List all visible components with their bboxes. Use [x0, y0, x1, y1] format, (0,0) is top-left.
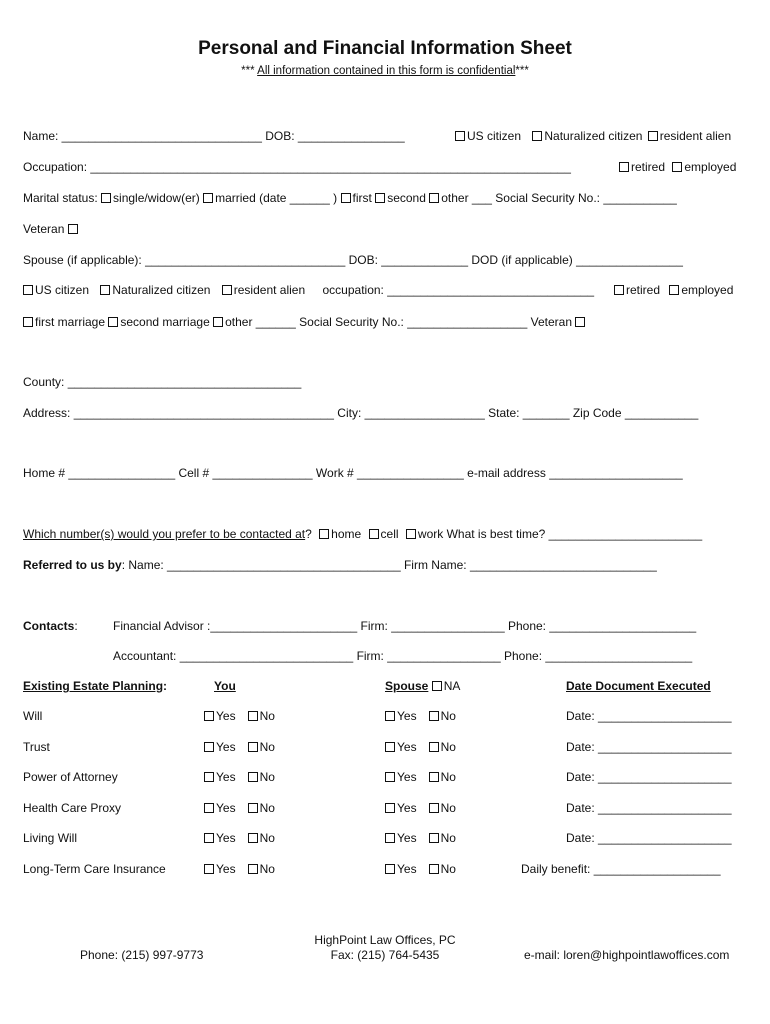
second-checkbox[interactable] [375, 193, 385, 203]
phones-field[interactable]: Home # ________________ Cell # _______________ Work # ________________ e-mail address ____________________ [23, 466, 683, 480]
phones-row [23, 466, 683, 480]
estate-row-label: Long-Term Care Insurance [23, 862, 166, 876]
estate-header: Existing Estate Planning: [23, 679, 168, 693]
estate-date-field[interactable]: Date: ____________________ [566, 831, 732, 845]
estate-date-field[interactable]: Date: ____________________ [566, 770, 732, 784]
us-citizen-checkbox[interactable] [455, 131, 465, 141]
spouse-occupation-field[interactable]: occupation: _______________________________ [322, 283, 595, 297]
you-no-checkbox[interactable] [248, 864, 258, 874]
home-pref-checkbox[interactable] [319, 529, 329, 539]
footer-phone: Phone: (215) 997-9773 [80, 948, 204, 962]
spouse-yes-checkbox[interactable] [385, 833, 395, 843]
advisor-field[interactable]: Financial Advisor :______________________ Firm: _________________ Phone: ______________________ [113, 619, 697, 633]
veteran-checkbox[interactable] [68, 224, 78, 234]
estate-row-label: Power of Attorney [23, 770, 118, 784]
spouse-yes-checkbox[interactable] [385, 864, 395, 874]
estate-row-date [521, 862, 721, 876]
second-marriage-checkbox[interactable] [108, 317, 118, 327]
spouse-naturalized-checkbox[interactable] [100, 285, 110, 295]
you-no-checkbox[interactable] [248, 803, 258, 813]
spouse-resident-alien-checkbox[interactable] [222, 285, 232, 295]
veteran-row: Veteran [23, 222, 80, 236]
estate-row-label: Living Will [23, 831, 78, 845]
footer-firm: HighPoint Law Offices, PC [314, 933, 456, 947]
spouse-yes-checkbox[interactable] [385, 803, 395, 813]
spouse-no-checkbox[interactable] [429, 803, 439, 813]
county-row [23, 375, 301, 389]
confidential-note: *** All information contained in this form is confidential*** [241, 65, 529, 77]
occupation-field[interactable]: Occupation: ________________________________________________________________________ [23, 160, 571, 174]
you-yes-checkbox[interactable] [204, 711, 214, 721]
estate-row-you: Yes No [204, 801, 275, 815]
estate-row-label: Health Care Proxy [23, 801, 122, 815]
estate-row-you: Yes No [204, 709, 275, 723]
referred-field[interactable]: : Name: ___________________________________ Firm Name: ____________________________ [121, 558, 657, 572]
first-marriage-checkbox[interactable] [23, 317, 33, 327]
address-row [23, 406, 698, 420]
name-dob-field[interactable]: Name: ______________________________ DOB: ________________ [23, 129, 405, 143]
spouse-employed-checkbox[interactable] [669, 285, 679, 295]
estate-date-field[interactable]: Date: ____________________ [566, 740, 732, 754]
spouse-header: Spouse NA [385, 679, 461, 693]
name-row [23, 129, 405, 143]
estate-row-you: Yes No [204, 862, 275, 876]
you-yes-checkbox[interactable] [204, 772, 214, 782]
estate-date-field[interactable]: Date: ____________________ [566, 801, 732, 815]
retired-checkbox[interactable] [619, 162, 629, 172]
you-yes-checkbox[interactable] [204, 864, 214, 874]
spouse-other-checkbox[interactable] [213, 317, 223, 327]
you-no-checkbox[interactable] [248, 772, 258, 782]
estate-row-date [566, 770, 732, 784]
date-executed-header: Date Document Executed [566, 679, 711, 693]
page-title: Personal and Financial Information Sheet [198, 38, 572, 59]
employed-checkbox[interactable] [672, 162, 682, 172]
accountant-row [113, 649, 692, 663]
spouse-field[interactable]: Spouse (if applicable): ______________________________ DOB: _____________ DOD (if applicable) ________________ [23, 253, 683, 267]
spouse-citizenship-row: US citizen Naturalized citizen resident alien occupation: _______________________________ [23, 283, 594, 297]
referred-row: Referred to us by: Name: ___________________________________ Firm Name: ____________________________ [23, 558, 657, 572]
spouse-veteran-checkbox[interactable] [575, 317, 585, 327]
estate-row-you: Yes No [204, 831, 275, 845]
occupation-row [23, 160, 571, 174]
address-field[interactable]: Address: _______________________________________ City: __________________ State: _______ Zip Code ___________ [23, 406, 699, 420]
spouse-no-checkbox[interactable] [429, 711, 439, 721]
estate-row-label: Will [23, 709, 43, 723]
estate-row-you: Yes No [204, 770, 275, 784]
estate-row-date [566, 801, 732, 815]
spouse-retired-checkbox[interactable] [614, 285, 624, 295]
spouse-us-citizen-checkbox[interactable] [23, 285, 33, 295]
spouse-na-checkbox[interactable] [432, 681, 442, 691]
best-time-field[interactable]: What is best time? _______________________ [446, 527, 703, 541]
work-status-options: retired employed [619, 160, 736, 174]
estate-row-label: Trust [23, 740, 50, 754]
spouse-yes-checkbox[interactable] [385, 742, 395, 752]
marital-row: Marital status: single/widow(er) married (date ______ ) first second other ___ Social Security No.: ___________ [23, 191, 677, 205]
you-header: You [214, 679, 236, 693]
citizenship-options: US citizen Naturalized citizen resident alien [455, 129, 731, 143]
single-checkbox[interactable] [101, 193, 111, 203]
cell-pref-checkbox[interactable] [369, 529, 379, 539]
spouse-yes-checkbox[interactable] [385, 711, 395, 721]
estate-row-spouse: Yes No [385, 801, 456, 815]
married-checkbox[interactable] [203, 193, 213, 203]
footer-fax: Fax: (215) 764-5435 [330, 948, 440, 962]
you-yes-checkbox[interactable] [204, 833, 214, 843]
estate-row-date [566, 740, 732, 754]
accountant-field[interactable]: Accountant: __________________________ Firm: _________________ Phone: ______________________ [113, 649, 693, 663]
spouse-yes-checkbox[interactable] [385, 772, 395, 782]
county-field[interactable]: County: ___________________________________ [23, 375, 302, 389]
you-no-checkbox[interactable] [248, 833, 258, 843]
work-pref-checkbox[interactable] [406, 529, 416, 539]
estate-row-spouse: Yes No [385, 770, 456, 784]
spouse-no-checkbox[interactable] [429, 742, 439, 752]
estate-row-date [566, 709, 732, 723]
estate-date-field[interactable]: Daily benefit: ___________________ [521, 862, 721, 876]
estate-row-date [566, 831, 732, 845]
spouse-no-checkbox[interactable] [429, 833, 439, 843]
spouse-row [23, 253, 683, 267]
spouse-work-status-options: retired employed [614, 283, 733, 297]
contacts-label: Contacts: [23, 619, 78, 633]
you-yes-checkbox[interactable] [204, 742, 214, 752]
first-checkbox[interactable] [341, 193, 351, 203]
estate-row-you: Yes No [204, 740, 275, 754]
naturalized-checkbox[interactable] [532, 131, 542, 141]
spouse-no-checkbox[interactable] [429, 772, 439, 782]
estate-row-spouse: Yes No [385, 740, 456, 754]
contact-pref-row: Which number(s) would you prefer to be contacted at? home cell work What is best time? _______________________ [23, 527, 703, 541]
estate-date-field[interactable]: Date: ____________________ [566, 709, 732, 723]
estate-row-spouse: Yes No [385, 831, 456, 845]
other-checkbox[interactable] [429, 193, 439, 203]
you-yes-checkbox[interactable] [204, 803, 214, 813]
spouse-marriage-row: first marriage second marriage other ______ Social Security No.: __________________ Veteran [23, 315, 587, 329]
estate-row-spouse: Yes No [385, 709, 456, 723]
you-no-checkbox[interactable] [248, 742, 258, 752]
footer-email[interactable]: e-mail: loren@highpointlawoffices.com [524, 948, 730, 962]
you-no-checkbox[interactable] [248, 711, 258, 721]
estate-row-spouse: Yes No [385, 862, 456, 876]
financial-advisor-row [113, 619, 696, 633]
spouse-no-checkbox[interactable] [429, 864, 439, 874]
resident-alien-checkbox[interactable] [648, 131, 658, 141]
